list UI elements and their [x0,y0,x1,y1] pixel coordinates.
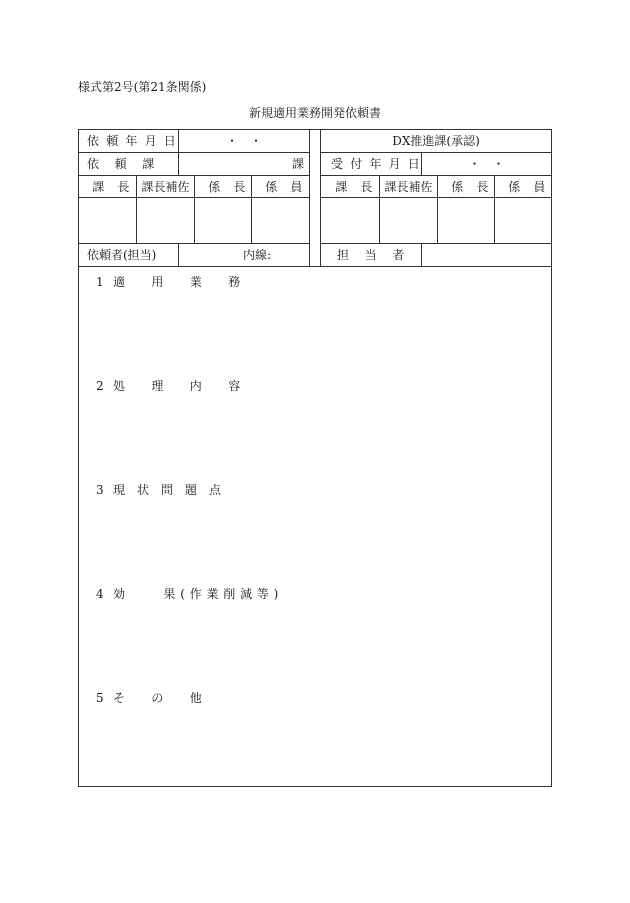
request-section-label: 依頼課 [87,157,170,171]
document-title: 新規適用業務開発依頼書 [248,106,381,120]
dx-approver-assistant-chief: 課長補佐 [384,180,433,194]
received-date-label: 受付年月日 [331,157,428,171]
section-3-label: 現状問題点 [113,483,234,497]
section-1-label: 適用業務 [113,275,267,289]
section-2-label: 処理内容 [113,379,267,393]
dx-dept-label: DX推進課(承認) [392,134,480,148]
section-1-number: 1 [96,275,104,289]
dx-approver-subsection-chief: 係長 [451,180,502,194]
received-date-field[interactable]: ・ ・ [468,157,505,171]
section-5-label: その他 [113,691,229,705]
approver-staff: 係員 [265,180,316,194]
section-3-number: 3 [96,483,104,497]
section-2-number: 2 [96,379,104,393]
section-4-label: 効 果(作業削減等) [113,587,284,601]
requester-label: 依頼者(担当) [87,248,157,262]
section-suffix: 課 [291,157,304,171]
dx-approver-staff: 係員 [508,180,559,194]
approver-subsection-chief: 係長 [208,180,259,194]
approver-assistant-chief: 課長補佐 [141,180,190,194]
section-5-number: 5 [96,691,104,705]
approver-section-chief: 課長 [92,180,143,194]
dx-approver-section-chief: 課長 [335,180,386,194]
request-date-label: 依頼年月日 [87,134,184,148]
section-4-number: 4 [96,587,104,601]
person-in-charge-label: 担当者 [337,248,420,262]
form-number: 様式第2号(第21条関係) [78,80,207,94]
request-date-field[interactable]: ・ ・ [225,134,262,148]
extension-label: 内線: [243,248,272,262]
